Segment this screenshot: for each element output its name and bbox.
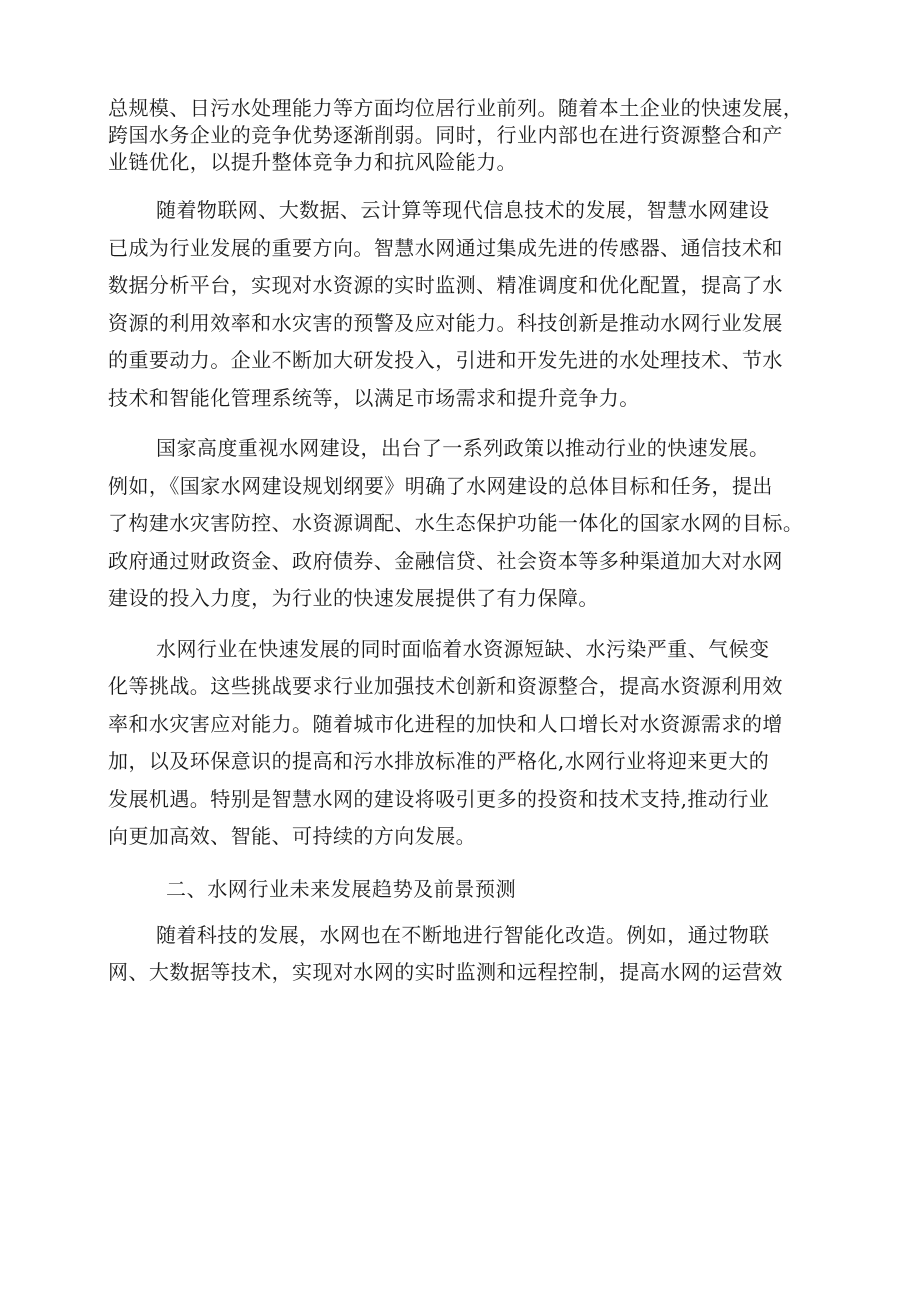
document-page: [108, 95, 804, 1005]
text-line: 的重要动力。企业不断加大研发投入，引进和开发先进的水处理技术、节水: [108, 348, 783, 372]
text-line: 资源的利用效率和水灾害的预警及应对能力。科技创新是推动水网行业发展: [108, 310, 783, 335]
section-heading: 二、水网行业未来发展趋势及前景预测: [166, 876, 517, 901]
text-line: 率和水灾害应对能力。随着城市化进程的加快和人口增长对水资源需求的增: [108, 711, 783, 736]
text-line: 向更加高效、智能、可持续的方向发展。: [108, 824, 477, 848]
paragraph-smart-water-network: [108, 192, 798, 417]
text-line: 技术和智能化管理系统等，以满足市场需求和提升竞争力。: [108, 385, 640, 410]
paragraph-continuation: [108, 95, 804, 176]
paragraph-intelligent-transformation: [108, 917, 798, 992]
text-line: 例如，《国家水网建设规划纲要》明确了水网建设的总体目标和任务，提出: [108, 473, 773, 498]
text-line: 已成为行业发展的重要方向。智慧水网通过集成先进的传感器、通信技术和: [108, 235, 783, 260]
text-line: 化等挑战。这些挑战要求行业加强技术创新和资源整合，提高水资源利用效: [108, 674, 783, 698]
text-line: 加，以及环保意识的提高和污水排放标准的严格化,水网行业将迎来更大的: [108, 749, 770, 773]
text-line: 业链优化，以提升整体竞争力和抗风险能力。: [108, 150, 517, 174]
text-line: 建设的投入力度，为行业的快速发展提供了有力保障。: [108, 586, 599, 610]
text-line: 发展机遇。特别是智慧水网的建设将吸引更多的投资和技术支持,推动行业: [108, 786, 770, 811]
text-line: 跨国水务企业的竞争优势逐渐削弱。同时，行业内部也在进行资源整合和产: [108, 123, 783, 147]
text-line: 数据分析平台，实现对水资源的实时监测、精准调度和优化配置，提高了水: [108, 273, 783, 297]
text-line: 随着科技的发展，水网也在不断地进行智能化改造。例如，通过物联: [156, 922, 770, 947]
paragraph-challenges: [108, 631, 798, 856]
text-line: 水网行业在快速发展的同时面临着水资源短缺、水污染严重、气候变: [156, 636, 770, 661]
text-line: 国家高度重视水网建设，出台了一系列政策以推动行业的快速发展。: [156, 436, 770, 460]
text-line: 随着物联网、大数据、云计算等现代信息技术的发展，智慧水网建设: [156, 198, 770, 222]
text-line: 网、大数据等技术，实现对水网的实时监测和远程控制，提高水网的运营效: [108, 960, 783, 984]
text-line: 了构建水灾害防控、水资源调配、水生态保护功能一体化的国家水网的目标。: [108, 511, 804, 535]
paragraph-national-policy: [108, 430, 804, 618]
text-line: 总规模、日污水处理能力等方面均位居行业前列。随着本土企业的快速发展，: [108, 96, 804, 120]
text-line: 政府通过财政资金、政府债券、金融信贷、社会资本等多种渠道加大对水网: [108, 548, 783, 573]
